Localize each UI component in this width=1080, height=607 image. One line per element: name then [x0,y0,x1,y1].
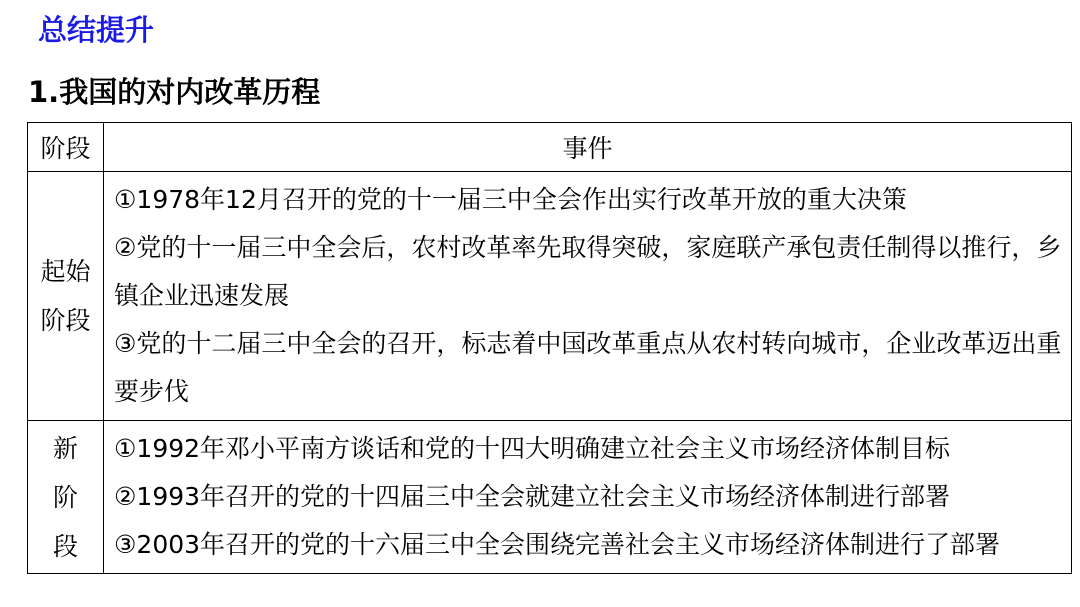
stage-label: 起始阶段 [40,257,91,335]
stage-cell [28,421,104,574]
table-header-row [28,123,1072,172]
section-title: 总结提升 [38,13,155,47]
event-item: ②党的十一届三中全会后，农村改革率先取得突破，家庭联产承包责任制得以推行，乡镇企业迅速发展 [114,233,1062,310]
event-item: ③党的十二届三中全会的召开，标志着中国改革重点从农村转向城市，企业改革迈出重要步伐 [114,329,1062,406]
event-item: ①1992年邓小平南方谈话和党的十四大明确建立社会主义市场经济体制目标 [114,434,951,463]
events-cell [104,172,1072,421]
event-item: ①1978年12月召开的党的十一届三中全会作出实行改革开放的重大决策 [114,185,907,214]
table-row [28,172,1072,421]
events-cell [104,421,1072,574]
table-row [28,421,1072,574]
reform-history-table [27,122,1072,574]
slide-subtitle: 1.我国的对内改革历程 [28,75,321,109]
header-events: 事件 [104,123,1072,172]
header-stage: 阶段 [28,123,104,172]
stage-cell [28,172,104,421]
stage-label: 新阶段 [52,433,78,561]
event-item: ③2003年召开的党的十六届三中全会围绕完善社会主义市场经济体制进行了部署 [114,530,1001,559]
event-item: ②1993年召开的党的十四届三中全会就建立社会主义市场经济体制进行部署 [114,482,951,511]
